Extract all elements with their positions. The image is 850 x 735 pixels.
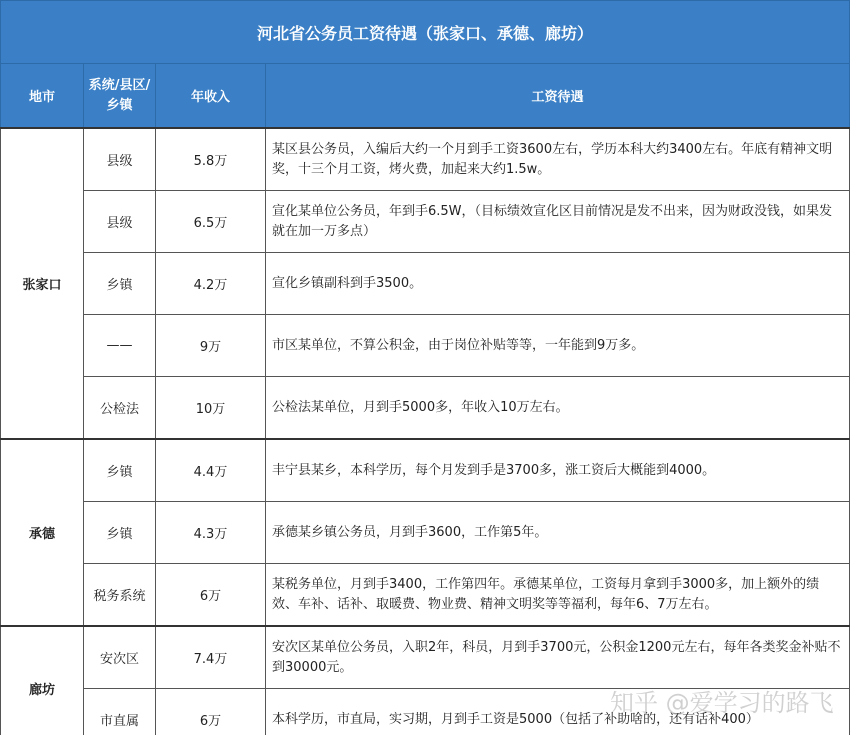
level-cell: 乡镇 — [84, 439, 156, 502]
level-cell: 税务系统 — [84, 564, 156, 627]
detail-cell: 某税务单位，月到手3400，工作第四年。承德某单位，工资每月拿到手3000多，加上额外的绩效、车补、话补、取暖费、物业费、精神文明奖等等福利，每年6、7万左右。 — [266, 564, 850, 627]
table-row — [1, 315, 850, 377]
income-cell: 6.5万 — [156, 191, 266, 253]
table-row — [1, 564, 850, 627]
level-cell: 市直属 — [84, 689, 156, 735]
detail-cell: 公检法某单位，月到手5000多，年收入10万左右。 — [266, 377, 850, 440]
level-cell: 乡镇 — [84, 502, 156, 564]
detail-cell: 宣化某单位公务员，年到手6.5W，（目标绩效宣化区目前情况是发不出来，因为财政没钱，如果发就在加一万多点） — [266, 191, 850, 253]
detail-cell: 宣化乡镇副科到手3500。 — [266, 253, 850, 315]
table-row — [1, 377, 850, 440]
header-detail: 工资待遇 — [266, 64, 850, 129]
income-cell: 4.2万 — [156, 253, 266, 315]
watermark: 知乎 @爱学习的路飞 — [610, 689, 834, 717]
city-cell: 张家口 — [1, 128, 84, 439]
level-cell: 安次区 — [84, 626, 156, 689]
detail-cell: 本科学历，市直局，实习期，月到手工资是5000（包括了补助啥的，还有话补400） — [266, 689, 850, 735]
detail-cell: 安次区某单位公务员，入职2年，科员，月到手3700元，公积金1200元左右，每年各类奖金补贴不到30000元。 — [266, 626, 850, 689]
detail-cell: 丰宁县某乡，本科学历，每个月发到手是3700多，涨工资后大概能到4000。 — [266, 439, 850, 502]
table-title: 河北省公务员工资待遇（张家口、承德、廊坊） — [1, 1, 850, 64]
header-income: 年收入 — [156, 64, 266, 129]
header-city: 地市 — [1, 64, 84, 129]
detail-cell: 某区县公务员，入编后大约一个月到手工资3600左右，学历本科大约3400左右。年底有精神文明奖，十三个月工资，烤火费，加起来大约1.5w。 — [266, 128, 850, 191]
table-row — [1, 689, 850, 735]
detail-cell: 市区某单位，不算公积金，由于岗位补贴等等，一年能到9万多。 — [266, 315, 850, 377]
header-level: 系统/县区/乡镇 — [84, 64, 156, 129]
table-row — [1, 439, 850, 502]
income-cell: 6万 — [156, 689, 266, 735]
income-cell: 6万 — [156, 564, 266, 627]
detail-cell: 承德某乡镇公务员，月到手3600，工作第5年。 — [266, 502, 850, 564]
level-cell: 公检法 — [84, 377, 156, 440]
income-cell: 10万 — [156, 377, 266, 440]
table-row — [1, 128, 850, 191]
income-cell: 7.4万 — [156, 626, 266, 689]
table-row — [1, 191, 850, 253]
city-cell: 承德 — [1, 439, 84, 626]
city-cell: 廊坊 — [1, 626, 84, 735]
level-cell: 县级 — [84, 128, 156, 191]
table-row — [1, 626, 850, 689]
level-cell: —— — [84, 315, 156, 377]
income-cell: 4.3万 — [156, 502, 266, 564]
income-cell: 4.4万 — [156, 439, 266, 502]
table-row — [1, 253, 850, 315]
income-cell: 9万 — [156, 315, 266, 377]
level-cell: 乡镇 — [84, 253, 156, 315]
level-cell: 县级 — [84, 191, 156, 253]
income-cell: 5.8万 — [156, 128, 266, 191]
table-row — [1, 502, 850, 564]
